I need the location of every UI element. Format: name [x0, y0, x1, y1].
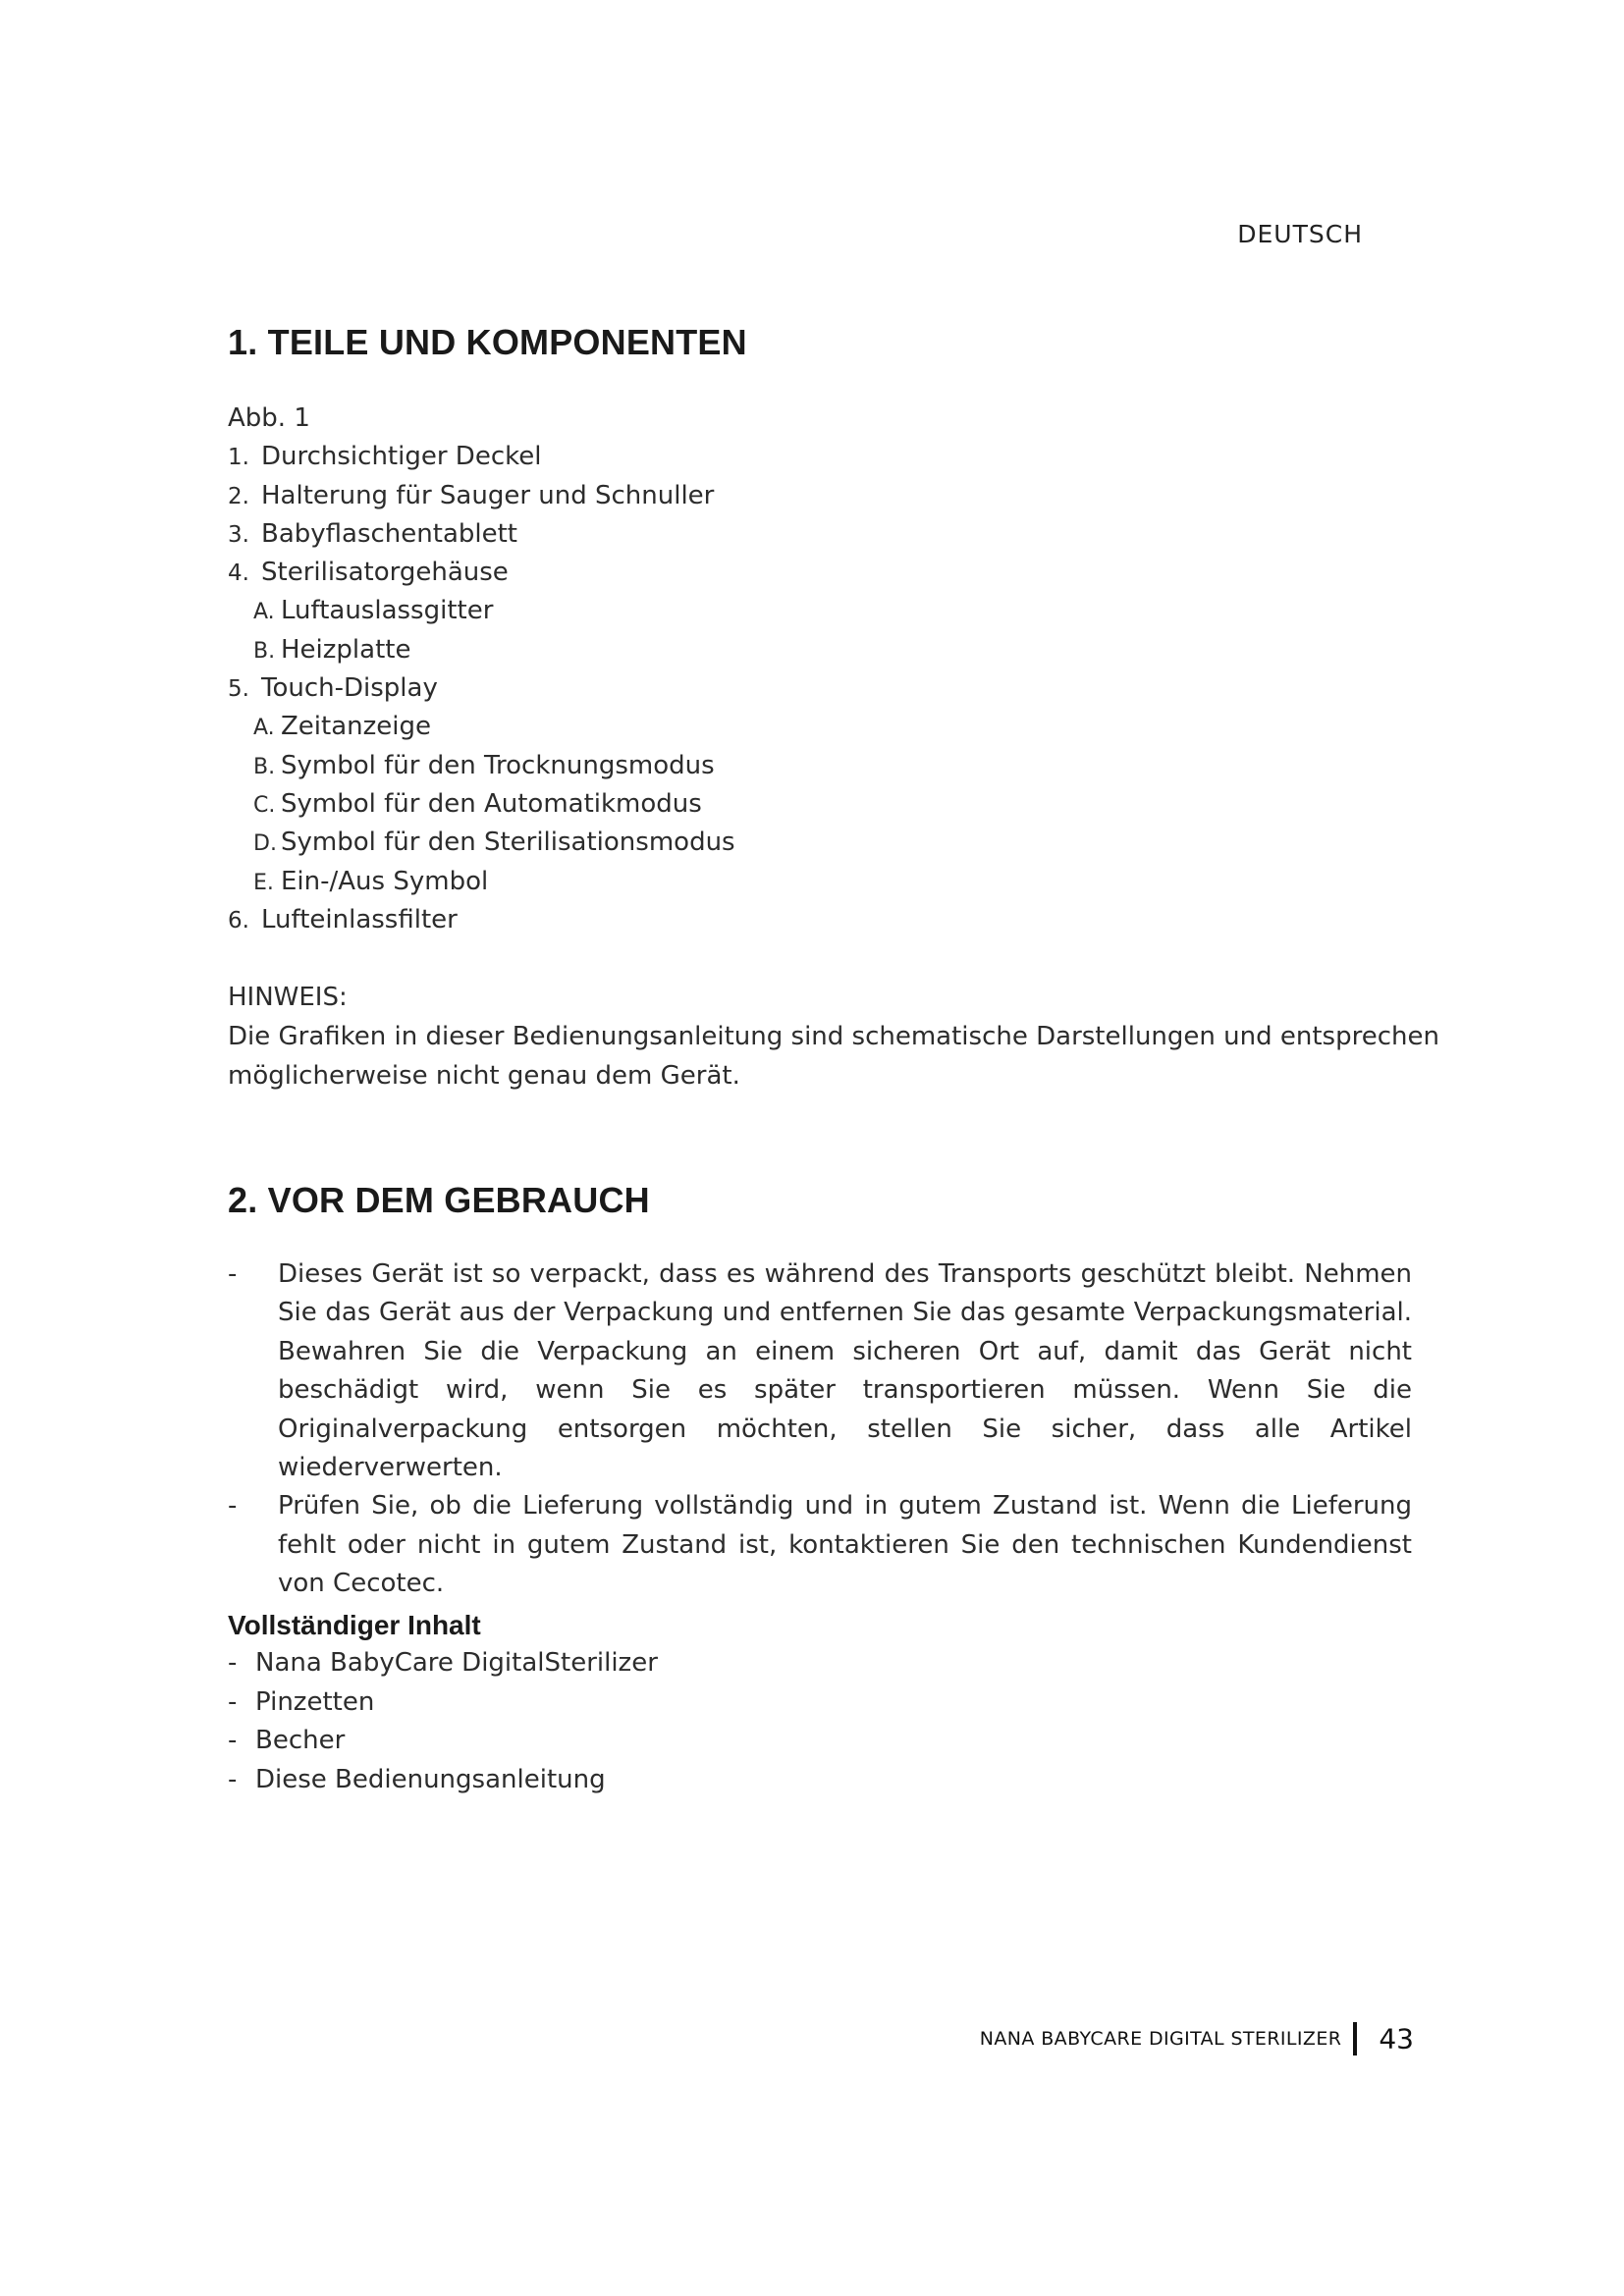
part-letter: C.: [253, 792, 276, 818]
part-item: [228, 554, 1445, 592]
note-text: Die Grafiken in dieser Bedienungsanleitung sind schematische Darstellungen und entsprechen möglicherweise nicht genau dem Gerät.: [228, 1022, 1439, 1091]
part-letter: A.: [253, 600, 275, 625]
part-item: [228, 901, 1445, 939]
dash-marker: -: [228, 1686, 238, 1717]
part-label: Halterung für Sauger und Schnuller: [261, 480, 715, 510]
part-label: Babyflaschentablett: [261, 518, 518, 549]
contents-title: Vollständiger Inhalt: [228, 1610, 481, 1640]
part-subitem: [228, 747, 1445, 785]
contents-text: Pinzetten: [255, 1686, 375, 1717]
instructions-list: [228, 1255, 1412, 1604]
instruction-text: Prüfen Sie, ob die Lieferung vollständig und in gutem Zustand ist. Wenn die Lieferung fehlt oder nicht in gutem Zustand ist, kontaktieren Sie den technischen Kundendienst von Cecotec.: [278, 1491, 1412, 1599]
section-2-title: 2. VOR DEM GEBRAUCH: [228, 1180, 650, 1220]
part-label: Ein-/Aus Symbol: [281, 866, 489, 896]
part-letter: A.: [253, 716, 275, 741]
part-number: 2.: [228, 483, 249, 509]
page-number: 43: [1379, 2022, 1414, 2056]
part-label: Touch-Display: [261, 673, 438, 704]
part-subitem: [228, 708, 1445, 746]
part-number: 3.: [228, 521, 249, 548]
part-item: [228, 669, 1445, 708]
contents-text: Becher: [255, 1726, 346, 1756]
language-label: DEUTSCH: [1237, 220, 1363, 248]
footer-product-name: NANA BABYCARE DIGITAL STERILIZER: [979, 2028, 1342, 2050]
part-number: 1.: [228, 445, 249, 471]
contents-item: [228, 1761, 1210, 1799]
part-item: [228, 438, 1445, 476]
parts-list: [228, 400, 1445, 939]
part-subitem: [228, 785, 1445, 824]
part-label: Symbol für den Trocknungsmodus: [281, 750, 715, 780]
part-number: 5.: [228, 676, 249, 703]
part-label: Zeitanzeige: [281, 712, 432, 742]
dash-marker: -: [228, 1491, 238, 1522]
part-letter: E.: [253, 870, 274, 895]
part-item: [228, 515, 1445, 554]
part-letter: D.: [253, 831, 277, 857]
instruction-text: Dieses Gerät ist so verpackt, dass es während des Transports geschützt bleibt. Nehmen Sie das Gerät aus der Verpackung und entfernen Sie das gesamte Verpackungsmaterial. Bewahren Sie die Verpackung an einem sicheren Ort auf, damit das Gerät nicht beschädigt wird, wenn Sie es später transportieren müssen. Wenn Sie die Originalverpackung entsorgen möchten, stellen Sie sicher, dass alle Artikel wiederverwerten.: [278, 1259, 1412, 1483]
part-label: Sterilisatorgehäuse: [261, 558, 509, 588]
figure-label: Abb. 1: [228, 403, 310, 433]
contents-text: Diese Bedienungsanleitung: [255, 1764, 606, 1794]
part-letter: B.: [253, 638, 276, 664]
dash-marker: -: [228, 1648, 238, 1679]
page-footer: [844, 2022, 1414, 2061]
part-subitem: [228, 863, 1445, 901]
note-title: HINWEIS:: [228, 983, 348, 1012]
contents-item: [228, 1722, 1210, 1760]
instruction-item: [228, 1487, 1412, 1603]
contents-block: [228, 1606, 1210, 1799]
part-letter: B.: [253, 754, 276, 779]
part-label: Luftauslassgitter: [281, 596, 494, 626]
part-label: Durchsichtiger Deckel: [261, 442, 542, 472]
part-subitem: [228, 592, 1445, 630]
contents-item: [228, 1644, 1210, 1682]
contents-item: [228, 1683, 1210, 1722]
part-label: Lufteinlassfilter: [261, 904, 458, 934]
footer-divider: [1353, 2022, 1357, 2056]
part-label: Heizplatte: [281, 634, 411, 665]
instruction-item: [228, 1255, 1412, 1487]
part-item: [228, 477, 1445, 515]
contents-text: Nana BabyCare DigitalSterilizer: [255, 1648, 658, 1679]
part-number: 6.: [228, 907, 249, 934]
section-1-title: 1. TEILE UND KOMPONENTEN: [228, 322, 747, 362]
part-label: Symbol für den Automatikmodus: [281, 788, 702, 819]
dash-marker: -: [228, 1764, 238, 1794]
dash-marker: -: [228, 1726, 238, 1756]
part-subitem: [228, 824, 1445, 862]
note-block: [228, 978, 1445, 1095]
part-number: 4.: [228, 561, 249, 587]
part-label: Symbol für den Sterilisationsmodus: [281, 828, 735, 858]
part-subitem: [228, 631, 1445, 669]
dash-marker: -: [228, 1259, 238, 1289]
